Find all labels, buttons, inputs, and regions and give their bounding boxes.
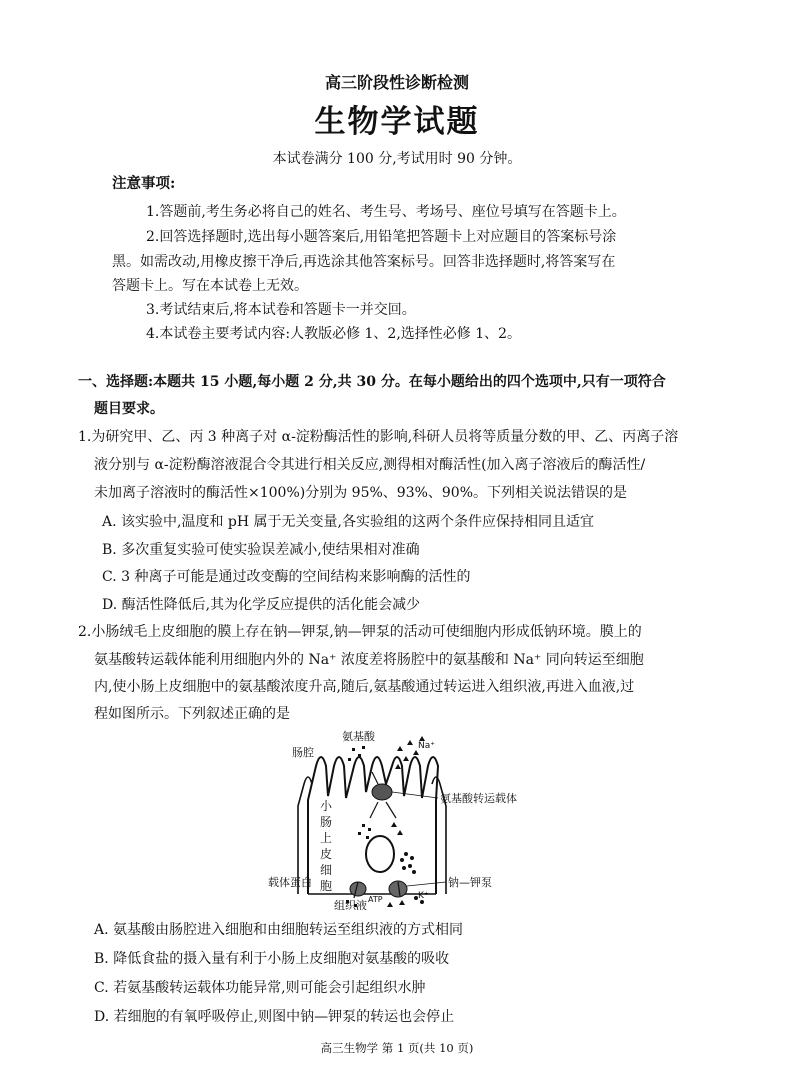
question-2-option-d: D. 若细胞的有氧呼吸停止,则图中钠—钾泵的转运也会停止 xyxy=(94,1009,455,1025)
notice-line: 2.回答选择题时,选出每小题答案后,用铅笔把答题卡上对应题目的答案标号涂 xyxy=(146,229,617,245)
notice-line: 4.本试卷主要考试内容:人教版必修 1、2,选择性必修 1、2。 xyxy=(146,326,522,342)
exam-intro: 本试卷满分 100 分,考试用时 90 分钟。 xyxy=(272,151,522,167)
label-atp: ATP xyxy=(368,895,383,904)
question-1-stem: 液分别与 α-淀粉酶溶液混合令其进行相关反应,测得相对酶活性(加入离子溶液后的酶活性/ xyxy=(94,457,646,473)
label-k: K⁺ xyxy=(418,891,429,901)
question-1-stem: 1.为研究甲、乙、丙 3 种离子对 α-淀粉酶活性的影响,科研人员将等质量分数的甲、乙、丙离子溶 xyxy=(78,429,679,445)
notice-heading: 注意事项: xyxy=(112,175,176,192)
label-na: Na⁺ xyxy=(418,741,435,751)
section-heading: 一、选择题:本题共 15 小题,每小题 2 分,共 30 分。在每小题给出的四个选项中,只有一项符合 xyxy=(78,374,666,390)
cell-nucleus xyxy=(366,836,394,872)
question-2-option-a: A. 氨基酸由肠腔进入细胞和由细胞转运至组织液的方式相同 xyxy=(94,922,464,938)
notice-line: 3.考试结束后,将本试卷和答题卡一并交回。 xyxy=(146,302,416,318)
question-1-option-b: B. 多次重复实验可使实验误差减小,使结果相对准确 xyxy=(102,542,420,558)
label-cell-vertical: 小肠上皮细胞 xyxy=(320,799,333,893)
question-2-stem: 内,使小肠上皮细胞中的氨基酸浓度升高,随后,氨基酸通过转运进入组织液,再进入血液,过 xyxy=(94,679,635,695)
notice-line: 黑。如需改动,用橡皮擦干净后,再选涂其他答案标号。回答非选择题时,将答案写在 xyxy=(112,254,616,270)
question-2-stem: 2.小肠绒毛上皮细胞的膜上存在钠—钾泵,钠—钾泵的活动可使细胞内形成低钠环境。膜上的 xyxy=(78,624,642,640)
question-1-stem: 未加离子溶液时的酶活性×100%)分别为 95%、93%、90%。下列相关说法错误的是 xyxy=(94,485,628,501)
section-heading-cont: 题目要求。 xyxy=(94,401,164,417)
notice-line: 答题卡上。写在本试卷上无效。 xyxy=(112,278,308,294)
label-pump: 钠—钾泵 xyxy=(448,876,492,889)
notice-line: 1.答题前,考生务必将自己的姓名、考生号、考场号、座位号填写在答题卡上。 xyxy=(146,204,626,220)
page-footer: 高三生物学 第 1 页(共 10 页) xyxy=(320,1041,474,1055)
exam-subtitle: 高三阶段性诊断检测 xyxy=(324,73,469,92)
label-tissue-fluid: 组织液 xyxy=(334,899,367,910)
label-lumen: 肠腔 xyxy=(292,746,314,759)
question-1-option-c: C. 3 种离子可能是通过改变酶的空间结构来影响酶的活性的 xyxy=(102,569,471,585)
question-1-option-d: D. 酶活性降低后,其为化学反应提供的活化能会减少 xyxy=(102,597,421,613)
label-transporter: 氨基酸转运载体 xyxy=(440,792,517,805)
amino-acid-transporter-shape xyxy=(372,784,392,800)
label-amino-acid: 氨基酸 xyxy=(342,730,375,743)
question-2-stem: 氨基酸转运载体能利用细胞内外的 Na⁺ 浓度差将肠腔中的氨基酸和 Na⁺ 同向转运至细胞 xyxy=(94,652,644,668)
question-2-stem: 程如图所示。下列叙述正确的是 xyxy=(94,706,290,722)
question-2-option-b: B. 降低食盐的摄入量有利于小肠上皮细胞对氨基酸的吸收 xyxy=(94,951,450,967)
intestinal-cell-diagram xyxy=(250,726,540,910)
question-1-option-a: A. 该实验中,温度和 pH 属于无关变量,各实验组的这两个条件应保持相同且适宜 xyxy=(102,514,594,530)
exam-title: 生物学试题 xyxy=(314,104,480,140)
label-carrier-protein: 载体蛋白 xyxy=(268,876,312,889)
question-2-option-c: C. 若氨基酸转运载体功能异常,则可能会引起组织水肿 xyxy=(94,980,426,996)
